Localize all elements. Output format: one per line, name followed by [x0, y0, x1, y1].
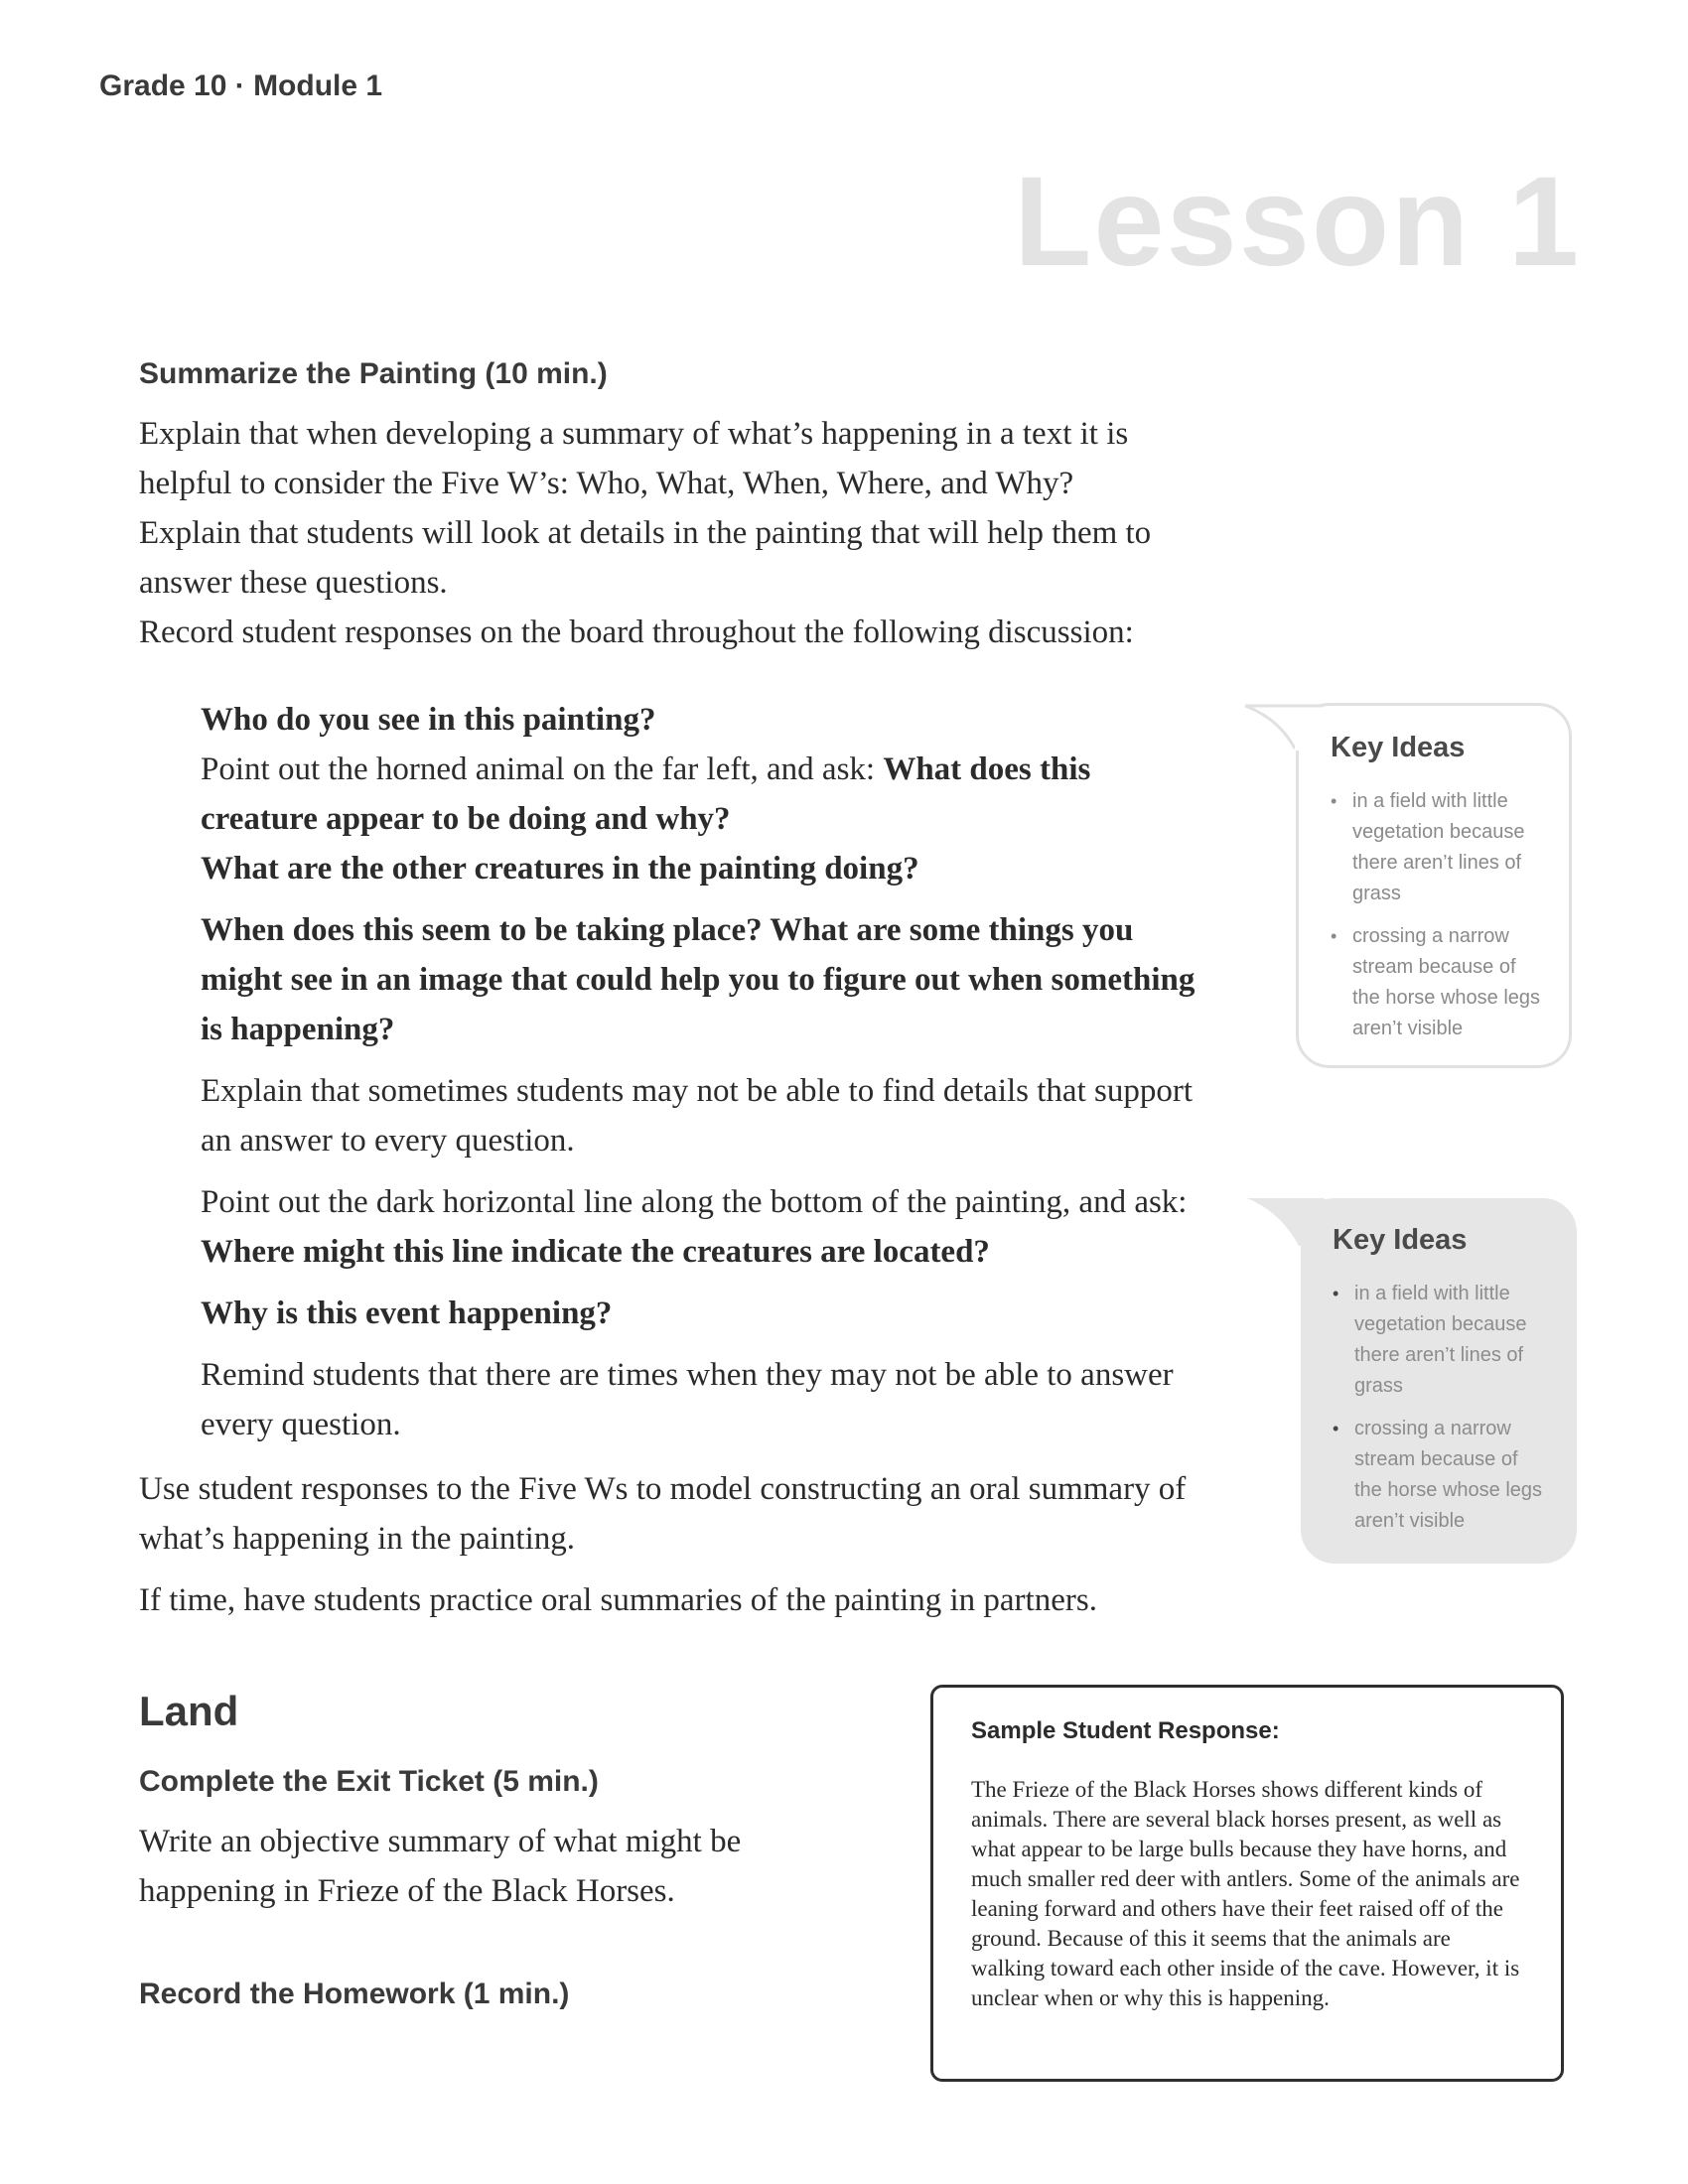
question-when: When does this seem to be taking place? What are some things you might see in an image that could help you to figure out when something is happening?: [201, 912, 1196, 1047]
land-heading: Land: [139, 1688, 239, 1734]
key-ideas-callout-filled: [1301, 1198, 1577, 1564]
key-idea-item: • crossing a narrow stream because of the horse whose legs aren’t visible: [1333, 1414, 1549, 1537]
homework-heading: Record the Homework (1 min.): [139, 1978, 570, 2010]
speech-bubble-tail: [1243, 703, 1323, 751]
teacher-note-2: Remind students that there are times when they may not be able to answer every question.: [201, 1357, 1174, 1442]
section-heading-summarize: Summarize the Painting (10 min.): [139, 357, 608, 390]
key-idea-item: • in a field with little vegetation because there aren’t lines of grass: [1333, 1279, 1549, 1402]
key-ideas-list: [1333, 1279, 1549, 1537]
intro-line: Explain that students will look at details in the painting that will help them to answer these questions.: [139, 515, 1152, 601]
question-why: Why is this event happening?: [201, 1296, 613, 1331]
prompt-lead: Point out the horned animal on the far left, and ask:: [201, 751, 884, 787]
sample-response-heading: Sample Student Response:: [971, 1717, 1280, 1744]
question-who: Who do you see in this painting?: [201, 702, 656, 738]
teacher-note-1: Explain that sometimes students may not be able to find details that support an answer to every question.: [201, 1073, 1193, 1159]
prompt-group-who: [201, 695, 1213, 893]
key-idea-item: • in a field with little vegetation because there aren’t lines of grass: [1331, 786, 1541, 909]
exit-ticket-text: Write an objective summary of what might be happening in Frieze of the Black Horses.: [139, 1824, 742, 1909]
key-ideas-list: [1331, 786, 1541, 1044]
question-where: Where might this line indicate the creatures are located?: [201, 1234, 990, 1270]
prompt-lead: Point out the dark horizontal line along the bottom of the painting, and ask:: [201, 1184, 1188, 1220]
key-ideas-title: Key Ideas: [1333, 1224, 1468, 1256]
question-other-creatures: What are the other creatures in the painting doing?: [201, 851, 919, 887]
prompt-horizontal-line: [201, 1177, 1213, 1277]
prompt-horned-animal: [201, 745, 1213, 844]
outro-model-summary: Use student responses to the Five Ws to model constructing an oral summary of what’s happening in the painting.: [139, 1471, 1187, 1557]
sample-student-response-box: [930, 1685, 1564, 2082]
sample-response-text: The Frieze of the Black Horses shows different kinds of animals. There are several black horses present, as well as what appear to be large bulls because they have horns, and much smaller red deer with antlers. Some of the animals are leaning forward and others have their feet raised off of the ground. Because of this it seems that the animals are walking toward each other inside of the cave. However, it is unclear when or why this is happening.: [971, 1777, 1520, 2010]
outro-paragraphs: [139, 1464, 1211, 1637]
intro-line: Record student responses on the board throughout the following discussion:: [139, 614, 1134, 650]
key-ideas-callout-outline: [1296, 703, 1572, 1068]
key-ideas-title: Key Ideas: [1331, 732, 1466, 763]
exit-ticket-heading: Complete the Exit Ticket (5 min.): [139, 1765, 599, 1798]
question-creature: What does this creature appear to be doing and why?: [201, 751, 1091, 837]
intro-line: Explain that when developing a summary of what’s happening in a text it is helpful to consider the Five W’s: Who, What, When, Where, and Why?: [139, 416, 1129, 501]
key-idea-item: • crossing a narrow stream because of the horse whose legs aren’t visible: [1331, 921, 1541, 1044]
lesson-title: Lesson 1: [1014, 151, 1581, 293]
intro-paragraph: [139, 409, 1211, 657]
outro-partners: If time, have students practice oral summaries of the painting in partners.: [139, 1582, 1097, 1618]
speech-bubble-tail: [1245, 1198, 1325, 1246]
discussion-prompts: [201, 695, 1213, 1461]
module-header: Grade 10 · Module 1: [99, 69, 383, 102]
